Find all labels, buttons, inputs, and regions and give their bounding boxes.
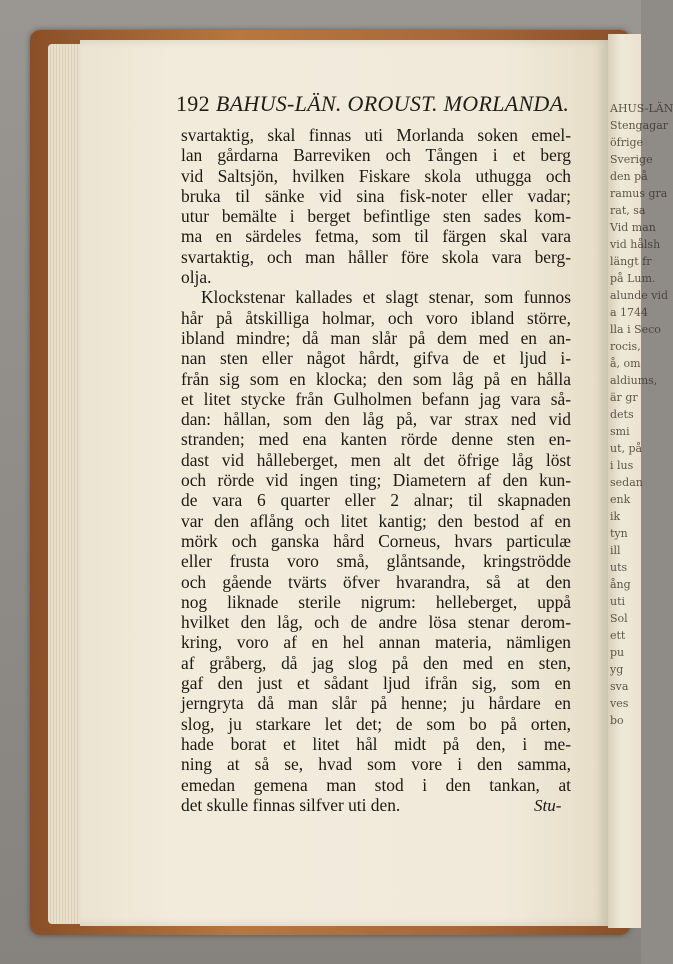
- facing-page-fragment: sva: [610, 680, 629, 693]
- facing-page-fragment: ut, på: [610, 442, 643, 455]
- text-line: hade borat et litet hål midt på den, i me-: [181, 733, 571, 754]
- facing-page-fragment: Sverige: [610, 153, 653, 166]
- text-line: slog, ju starkare let det; de som bo på orten,: [181, 713, 571, 734]
- text-line: dast vid hålleberget, men alt det öfrige låg löst: [181, 449, 571, 470]
- text-line: det skulle finnas silfver uti den.: [181, 794, 401, 815]
- facing-page-fragment: å, om: [610, 357, 641, 370]
- facing-page-fragment: på Lum.: [610, 272, 656, 285]
- facing-page-fragment: rat, sa: [610, 204, 646, 217]
- facing-page-fragment: vid hålsh: [610, 238, 661, 251]
- facing-page-fragment: uts: [610, 561, 628, 574]
- facing-page-fragment: ramus gra: [610, 187, 668, 200]
- facing-page-fragment: Sol: [610, 612, 628, 625]
- facing-page-fragment: a 1744: [610, 306, 649, 319]
- facing-page-fragment: sedan: [610, 476, 643, 489]
- facing-page-fragment: i lus: [610, 459, 634, 472]
- facing-page-fragment: Stengagar: [610, 119, 669, 132]
- facing-page-fragment: rocis,: [610, 340, 641, 353]
- facing-page-fragment: bo: [610, 714, 624, 727]
- text-line: utur bemälte i berget befintlige sten sades kom-: [181, 206, 571, 227]
- running-title: BAHUS-LÄN. OROUST. MORLANDA.: [215, 91, 570, 116]
- text-line: från sig som en klocka; den som låg på en hålla: [181, 368, 571, 389]
- text-line: ibland mindre; då man slår på dem med en an-: [181, 327, 571, 348]
- facing-page-fragment: ett: [610, 629, 626, 642]
- text-line: olja.: [181, 267, 212, 288]
- facing-page-fragment: öfrige: [610, 136, 644, 149]
- catchword: Stu-: [534, 796, 562, 815]
- text-line: mörk och ganska hård Corneus, hvars particulæ: [181, 530, 571, 551]
- facing-page-fragment: är gr: [610, 391, 638, 404]
- text-line: och rörde vid ingen ting; Diametern af den kun-: [181, 470, 571, 491]
- text-line: var den aflång och litet kantig; den bestod af en: [181, 510, 571, 531]
- text-line: svartaktig, och man håller före skola vara berg-: [181, 246, 571, 267]
- text-line: vid Saltsjön, hvilken Fiskare skola uthugga och: [181, 165, 571, 186]
- facing-page-fragment: Vid man: [610, 221, 656, 234]
- text-line: hvilket den låg, och de andre lösa stenar derom-: [181, 612, 571, 633]
- facing-page-fragment: tyn: [610, 527, 628, 540]
- text-line: hår på åtskilliga holmar, och voro ibland större,: [181, 307, 571, 328]
- facing-page-fragment: den på: [610, 170, 648, 183]
- text-line: de vara 6 quarter eller 2 alnar; til skapnaden: [181, 490, 571, 511]
- facing-page-fragment: AHUS-LÄN: [610, 102, 673, 115]
- facing-page-fragment: pu: [610, 646, 625, 659]
- text-line: af gråberg, då jag slog på den med en sten,: [181, 652, 571, 673]
- facing-page-fragment: lla i Seco: [610, 323, 661, 336]
- text-line: bruka til sänke vid sina fisk-noter eller vadar;: [181, 185, 571, 206]
- text-line: stranden; med ena kanten rörde denne sten en-: [181, 429, 571, 450]
- facing-page-fragment: uti: [610, 595, 626, 608]
- running-header: [176, 91, 596, 117]
- text-line: Klockstenar kallades et slagt stenar, som funnos: [201, 287, 571, 308]
- facing-page-fragment: smi: [610, 425, 630, 438]
- text-line: svartaktig, skal finnas uti Morlanda soken emel-: [181, 125, 571, 145]
- text-line: kring, voro af en hel annan materia, nämligen: [181, 632, 571, 653]
- text-line: eller frusta voro små, glåntsande, kringströdde: [181, 551, 571, 572]
- facing-page-fragment: yg: [610, 663, 624, 676]
- text-line: emedan gemena man stod i den tankan, at: [181, 774, 571, 795]
- facing-page-fragment: alunde vid: [610, 289, 669, 302]
- page-number: 192: [176, 91, 210, 116]
- text-line: och gående tvärts öfver hvarandra, så at den: [181, 571, 571, 592]
- text-line: jerngryta då man slår på henne; ju hårdare en: [181, 693, 571, 714]
- text-line: lan gårdarna Barreviken och Tången i et berg: [181, 145, 571, 166]
- text-line: ma en särdeles fetma, som til färgen skal vara: [181, 226, 571, 247]
- text-line: nog liknade sterile nigrum: helleberget, uppå: [181, 591, 571, 612]
- facing-page-fragment: längt fr: [610, 255, 652, 268]
- page-body: [181, 125, 571, 815]
- text-line: ning at så se, hvad som vore i den samma,: [181, 754, 571, 775]
- text-line: et litet stycke från Gulholmen befann jag vara så-: [181, 388, 571, 409]
- text-line: dan: hållan, som den låg på, var strax ned vid: [181, 409, 571, 430]
- facing-page-fragment: enk: [610, 493, 631, 506]
- facing-page-fragment: aldiums,: [610, 374, 658, 387]
- facing-page-fragment: ik: [610, 510, 621, 523]
- facing-page-fragment: ves: [610, 697, 629, 710]
- facing-page-fragment: dets: [610, 408, 634, 421]
- facing-page-edge: [608, 34, 673, 928]
- facing-page-text: [610, 100, 673, 729]
- facing-page-fragment: ång: [610, 578, 631, 591]
- facing-page-fragment: ill: [610, 544, 621, 557]
- text-line: nan sten eller något hårdt, gifva de et ljud i-: [181, 348, 571, 369]
- text-line: gaf den just et sådant ljud ifrån sig, som en: [181, 673, 571, 694]
